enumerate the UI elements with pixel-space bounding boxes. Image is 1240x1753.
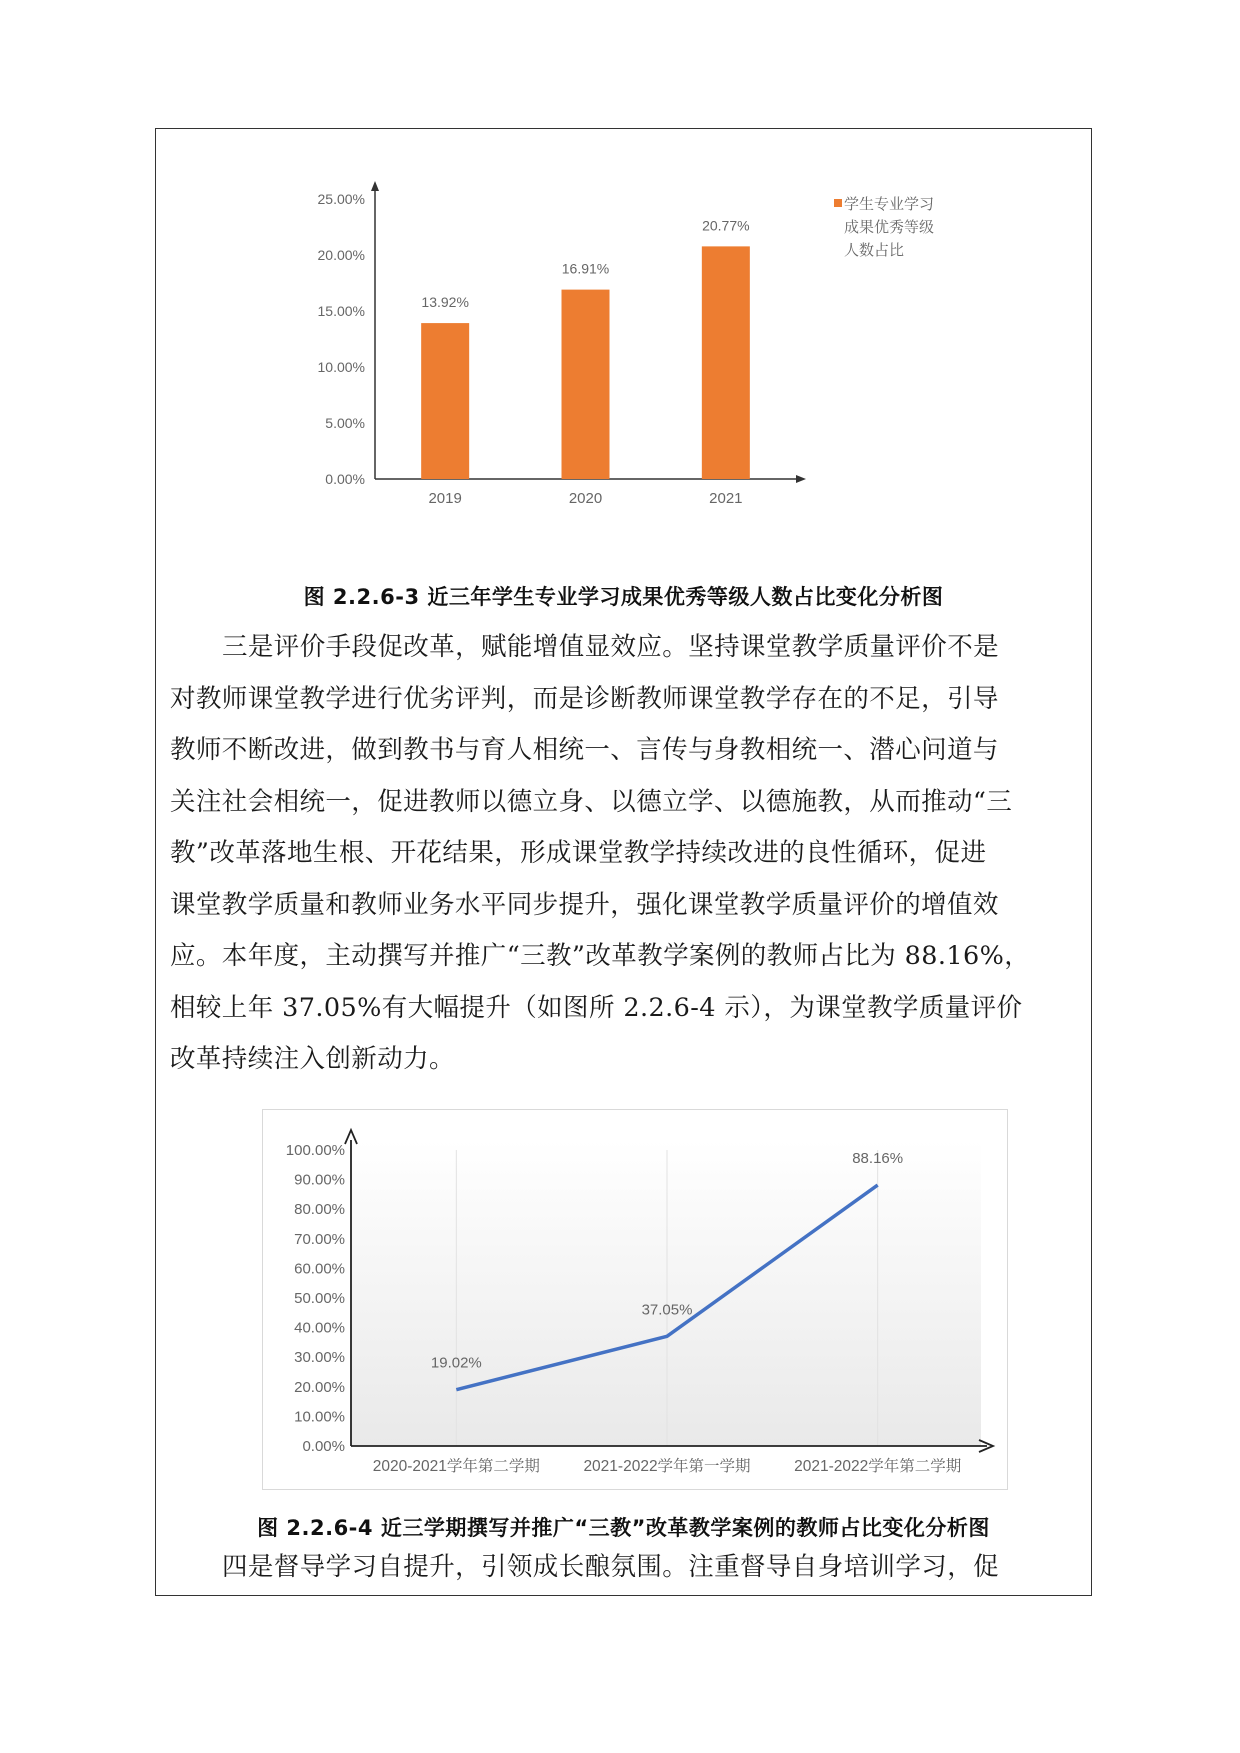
data-label: 19.02% bbox=[430, 1354, 482, 1372]
text-line: 三是评价手段促改革，赋能增值显效应。坚持课堂教学质量评价不是 bbox=[222, 632, 1000, 662]
data-label: 13.92% bbox=[421, 294, 469, 311]
y-tick-label: 20.00% bbox=[317, 247, 365, 263]
y-tick-label: 5.00% bbox=[325, 415, 365, 431]
text-line: 改革持续注入创新动力。 bbox=[170, 1044, 455, 1074]
x-tick-label: 2021 bbox=[709, 490, 743, 507]
line-chart bbox=[263, 1110, 1007, 1489]
legend-label: 人数占比 bbox=[844, 242, 905, 259]
y-tick-label: 15.00% bbox=[317, 303, 365, 319]
text-line: 应。本年度，主动撰写并推广“三教”改革教学案例的教师占比为 88.16%， bbox=[170, 941, 1031, 971]
x-tick-label: 2020-2021学年第二学期 bbox=[372, 1458, 540, 1475]
data-label: 20.77% bbox=[702, 217, 750, 234]
y-axis-arrow bbox=[371, 181, 379, 191]
legend-label: 成果优秀等级 bbox=[844, 219, 935, 236]
y-tick-label: 0.00% bbox=[325, 471, 365, 487]
line-chart-panel bbox=[262, 1109, 1008, 1490]
bar bbox=[421, 323, 469, 479]
text-line: 相较上年 37.05%有大幅提升（如图所 2.2.6-4 示），为课堂教学质量评价 bbox=[170, 992, 1023, 1023]
y-tick-label: 10.00% bbox=[294, 1408, 345, 1426]
figure-caption-2: 图 2.2.6-4 近三学期撰写并推广“三教”改革教学案例的教师占比变化分析图 bbox=[257, 1516, 990, 1540]
y-tick-label: 10.00% bbox=[317, 359, 365, 375]
text-line: 课堂教学质量和教师业务水平同步提升，强化课堂教学质量评价的增值效 bbox=[170, 889, 999, 920]
y-tick-label: 25.00% bbox=[317, 191, 365, 207]
y-tick-label: 0.00% bbox=[302, 1438, 345, 1455]
y-tick-label: 70.00% bbox=[294, 1230, 345, 1248]
y-tick-label: 100.00% bbox=[285, 1142, 345, 1159]
x-tick-label: 2019 bbox=[428, 490, 462, 507]
text-line: 教师不断改进，做到教书与育人相统一、言传与身教相统一、潜心问道与 bbox=[170, 735, 999, 765]
y-tick-label: 20.00% bbox=[294, 1378, 345, 1396]
data-label: 16.91% bbox=[561, 260, 610, 277]
paragraph-evaluation bbox=[170, 622, 1082, 1086]
x-axis-arrow bbox=[796, 475, 806, 483]
text-line: 四是督导学习自提升，引领成长酿氛围。注重督导自身培训学习，促 bbox=[222, 1552, 1000, 1582]
y-tick-label: 80.00% bbox=[294, 1201, 345, 1219]
text-line: 对教师课堂教学进行优劣评判，而是诊断教师课堂教学存在的不足，引导 bbox=[170, 683, 999, 714]
legend-label: 学生专业学习 bbox=[844, 196, 935, 213]
x-tick-label: 2021-2022学年第一学期 bbox=[583, 1458, 751, 1475]
page-frame bbox=[155, 128, 1092, 1596]
text-line: 教”改革落地生根、开花结果，形成课堂教学持续改进的良性循环，促进 bbox=[170, 838, 987, 868]
x-tick-label: 2021-2022学年第二学期 bbox=[794, 1458, 962, 1475]
y-tick-label: 50.00% bbox=[294, 1290, 345, 1307]
legend-swatch bbox=[834, 199, 842, 207]
y-tick-label: 40.00% bbox=[294, 1319, 345, 1337]
paragraph-supervision bbox=[170, 1542, 1082, 1594]
y-tick-label: 60.00% bbox=[294, 1260, 345, 1278]
y-tick-label: 90.00% bbox=[294, 1171, 345, 1189]
data-label: 37.05% bbox=[641, 1301, 693, 1319]
data-label: 88.16% bbox=[852, 1150, 904, 1168]
figure-caption-1: 图 2.2.6-3 近三年学生专业学习成果优秀等级人数占比变化分析图 bbox=[303, 585, 944, 609]
bar bbox=[562, 290, 610, 479]
x-tick-label: 2020 bbox=[568, 490, 603, 507]
bar bbox=[702, 246, 750, 479]
y-tick-label: 30.00% bbox=[294, 1349, 345, 1367]
text-line: 关注社会相统一，促进教师以德立身、以德立学、以德施教，从而推动“三 bbox=[170, 786, 1013, 817]
